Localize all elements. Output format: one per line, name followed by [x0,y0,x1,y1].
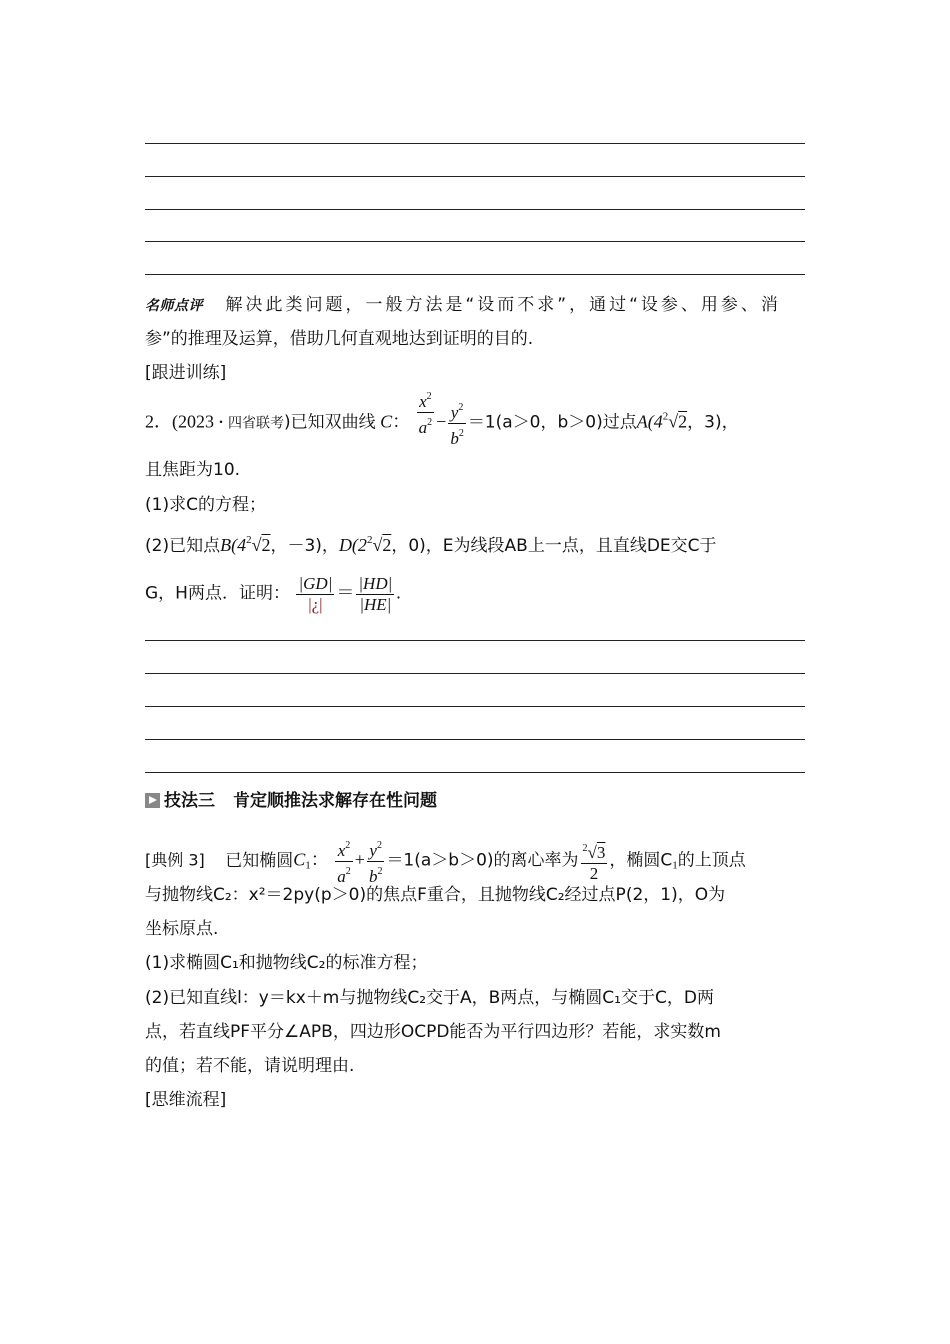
radicand: 2 [382,535,392,555]
problem-2-q2: (2)已知点$B(4^2√2$，－3)，$D(2^2√2$，0)，E为线段AB上一点，且直线DE交C于 [145,534,717,556]
problem-source: 四省联考 [228,415,284,432]
answer-line [145,772,805,773]
var-b: b [450,429,459,448]
comment-badge: 名师点评 [145,298,203,314]
question-2-line-1: (2)已知直线l：y＝kx＋m与抛物线C₂交于A，B两点，与椭圆C₁交于C，D两 [145,988,714,1008]
example-tag: [典例 3] [145,850,205,870]
technique-heading [145,788,437,813]
top-vertex: 的上顶点 [677,850,746,871]
radicand: 2 [678,411,688,432]
garbled-denominator: |¿| [296,594,334,615]
radicand-3: 3 [596,843,606,862]
example-3-q2-l3 [145,1054,354,1078]
answer-line [145,274,805,275]
origin-text: 坐标原点. [145,919,219,939]
answer-line [145,143,805,144]
problem-number: 2．(2023 [145,411,214,432]
coord-A: ，3)， [687,412,739,433]
var-C1: C [293,849,306,870]
comment-line-2 [145,327,533,351]
flow-heading-text: [思维流程] [145,1090,227,1110]
point-A: A(4 [636,411,663,432]
ellipse-ref: ，椭圆C [609,850,673,871]
problem-text: )已知双曲线 [284,412,376,433]
coord-D: ，0)， [391,536,443,556]
answer-line [145,209,805,210]
question-2-line-3: 的值；若不能，请说明理由. [145,1056,355,1076]
comment-line-1 [145,292,781,318]
condition-text: ＝1(a＞0，b＞0)过点 [467,412,637,433]
coord-B: ，－3)， [270,536,339,556]
play-icon [145,793,160,808]
problem-2-q2-line2: G，H两点．证明： $\frac{|GD|}{|¿|}$ ＝ $\frac{|HD|}{|HE|}$ . [145,574,401,614]
example-3-line-2 [145,883,725,907]
parabola-text: 与抛物线C₂：x²＝2py(p＞0)的焦点F重合，且抛物线C₂经过点P(2，1)，O为 [145,885,726,905]
point-B: B(4 [220,535,247,555]
answer-line [145,706,805,707]
example-3-q2-l2 [145,1020,721,1044]
answer-line [145,241,805,242]
q2-text: E为线段AB上一点，且直线DE交C于 [442,536,717,556]
comment-text: 解决此类问题，一般方法是“设而不求”，通过“设参、用参、消 [225,295,781,315]
technique-label: 技法三 [164,791,215,811]
var-a: a [418,418,428,437]
example-3-line-1: [典例 3] 已知椭圆$C_1$： $\frac{x^2}{a^2}$ + $\frac{y^2}{b^2}$ ＝1(a＞b＞0)的离心率为 $\frac{^2√3}{2}$ ，椭圆$C_1$的上顶点 [145,836,746,887]
q2-prove: G，H两点．证明： [145,583,290,604]
fraction-hd-he [356,574,394,615]
gd: |GD| [298,574,333,593]
flow-heading [145,1088,226,1112]
answer-line [145,673,805,674]
follow-heading [145,361,226,385]
eccentricity-text: ＝1(a＞b＞0)的离心率为 [386,850,579,871]
example-intro: 已知椭圆 [225,850,294,871]
example-3-q1 [145,951,427,975]
question-2-line-2: 点，若直线PF平分∠APB，四边形OCPD能否为平行四边形？若能，求实数m [145,1022,721,1042]
denominator-2: 2 [581,863,608,884]
var-C: C [380,411,393,432]
fraction-sqrt3-2: $\frac{^2√3}{2}$ [582,843,606,883]
fraction-x2-a2: $\frac{x^2}{a^2}$ [337,840,351,886]
he: |HE| [356,594,394,615]
example-3-line-3 [145,917,218,941]
question-1: (1)求C的方程； [145,495,266,515]
answer-line [145,176,805,177]
hd: |HD| [358,574,393,593]
example-3-q2-l1 [145,986,714,1010]
var-y: y [450,403,459,422]
follow-heading-text: [跟进训练] [145,363,227,383]
radicand: 2 [261,535,271,555]
colon: ： [392,411,411,433]
fraction-gd [296,574,334,615]
problem-2-line-1: 2．(2023・四省联考)已知双曲线 C： $\frac{x^2}{a^2}$ − $\frac{y^2}{b^2}$ ＝1(a＞0，b＞0)过点$A(4^2√2$，3)， [145,398,739,449]
q2-intro: (2)已知点 [145,536,221,556]
question-1: (1)求椭圆C₁和抛物线C₂的标准方程； [145,953,428,973]
focal-distance: 且焦距为10. [145,460,241,480]
answer-line [145,640,805,641]
problem-2-line-2 [145,458,240,482]
answer-line [145,739,805,740]
point-D: D(2 [338,535,367,555]
period: . [396,582,401,603]
problem-2-q1 [145,493,266,517]
technique-title: 肯定顺推法求解存在性问题 [233,791,437,811]
comment-text-2: 参”的推理及运算，借助几何直观地达到证明的目的. [145,329,534,349]
fraction-y2-b2: $\frac{y^2}{b^2}$ [368,840,383,886]
var-x: x [419,392,427,411]
fraction-x2-a2: $\frac{x^2}{a^2}$ [418,391,433,437]
fraction-y2-b2: $\frac{y^2}{b^2}$ [450,402,464,448]
